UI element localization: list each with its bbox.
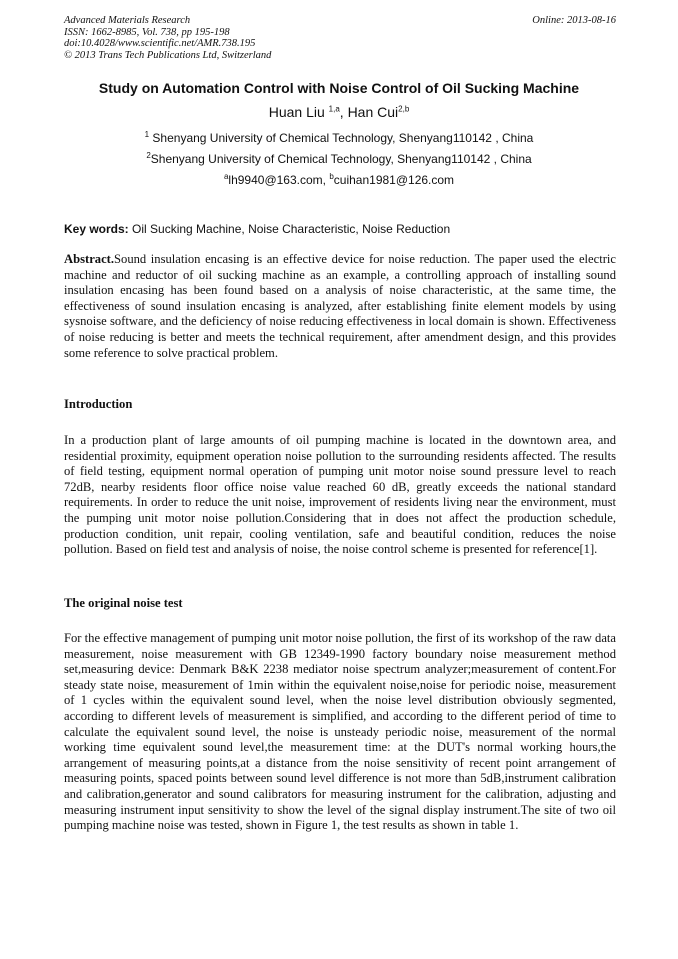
- keywords-text: Oil Sucking Machine, Noise Characteristic, Noise Reduction: [132, 222, 451, 236]
- original-test-heading: The original noise test: [64, 596, 183, 610]
- abstract: [64, 252, 616, 361]
- keywords: [64, 222, 616, 236]
- email-a: lh9940@163.com,: [228, 173, 330, 187]
- author-1-sup: 1,a: [328, 104, 340, 114]
- keywords-label: Key words:: [64, 222, 133, 236]
- introduction-text: In a production plant of large amounts of oil pumping machine is located in the downtown area, and residential proximity, equipment operation noise pollution to the surrounding residents affected. The results of field testing, equipment normal operation of pumping unit motor noise sound pressure level to reach 72dB, nearby residents floor office noise value reached 60 dB, greatly exceeds the national standard requirements. In order to reduce the unit noise, improvement of residents living near the environment, must the pumping unit motor noise pollution.Considering that in does not affect the production schedule, production condition, unit repair, cooling ventilation, safe and beautiful condition, reduces the noise pollution. Based on field test and analysis of noise, the noise control scheme is presented for reference[1].: [64, 433, 616, 557]
- author-2: Han Cui: [347, 104, 399, 120]
- paper-title: Study on Automation Control with Noise Control of Oil Sucking Machine: [98, 80, 580, 96]
- affiliation-1: [0, 131, 678, 145]
- email-b: cuihan1981@126.com: [333, 173, 455, 187]
- affiliation-1-sup: 1: [144, 130, 150, 139]
- issn-line: ISSN: 1662-8985, Vol. 738, pp 195-198: [64, 26, 230, 38]
- affiliation-1-text: Shenyang University of Chemical Technology, Shenyang110142 , China: [149, 131, 534, 145]
- author-separator: ,: [339, 104, 348, 120]
- original-test-text: For the effective management of pumping unit motor noise pollution, the first of its workshop of the raw data measurement, noise measurement with GB 12349-1990 factory boundary noise measurement method set,measuring device: Denmark B&K 2238 mediator noise spectrum analyzer;measurement of content.For steady state noise, measurement of 1min within the equivalent noise,noise for periodic noise, measurement of 1 cycles within the equivalent sound level, when the noise level distribution obviously segmented, according to different levels of measurement is simplified, and according to the different period of time to calculate the equivalent sound level, the noise is unsteady periodic noise, measurement of the normal working time equivalent sound level,the measurement time: at the DUT's normal working hours,the arrangement of measuring points,at a distance from the noise sensitivity of recent point arrangement of measuring points, spaced points between sound level difference is not more than 5dB,instrument calibration and calibration,generator and sound calibrators for measuring instrument for the calibration, adjusting and measuring instrument input sensitivity to show the level of the signal display instrument.The site of two oil pumping machine noise was tested, shown in Figure 1, the test results as shown in table 1.: [64, 631, 616, 833]
- abstract-text: Sound insulation encasing is an effective device for noise reduction. The paper used the electric machine and reductor of oil sucking machine as an example, a controlling approach of installing sound insulation encasing has been found based on a analysis of noise characteristic, at the same time, the effectiveness of sound insulation encasing is analyzed, after establishing finite element models by using sysnoise software, and the deficiency of noise reducing effectiveness in local domain is shown. Effectiveness of noise reducing is better and meets the technical requirement, after amendment design, and this provides some reference to solve practical problem.: [64, 252, 616, 360]
- doi-line: doi:10.4028/www.scientific.net/AMR.738.195: [64, 38, 256, 49]
- affiliation-2: [0, 152, 678, 166]
- emails-line: [0, 173, 678, 187]
- author-1: Huan Liu: [268, 104, 329, 120]
- authors-line: [0, 104, 678, 120]
- introduction-heading: Introduction: [64, 397, 133, 411]
- email-b-sup: b: [329, 172, 334, 181]
- abstract-label: Abstract.: [64, 252, 115, 266]
- copyright-line: © 2013 Trans Tech Publications Ltd, Switzerland: [64, 49, 272, 61]
- author-2-sup: 2,b: [398, 104, 410, 114]
- online-date: Online: 2013-08-16: [532, 15, 616, 26]
- affiliation-2-sup: 2: [146, 151, 151, 160]
- email-a-sup: a: [223, 172, 229, 181]
- affiliation-2-text: Shenyang University of Chemical Technology, Shenyang110142 , China: [150, 152, 532, 166]
- journal-name: Advanced Materials Research: [64, 15, 191, 26]
- journal-header: [64, 15, 616, 61]
